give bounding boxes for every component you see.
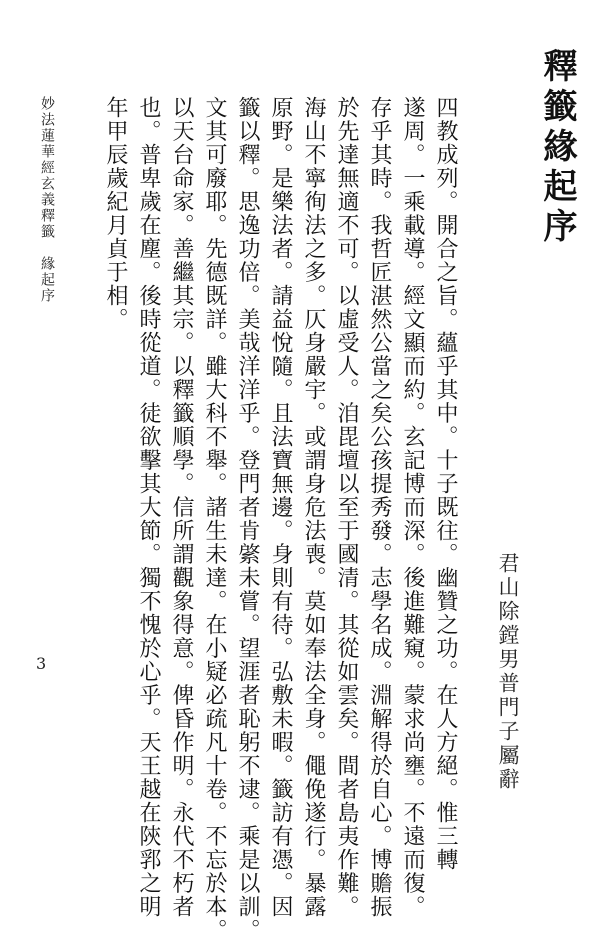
text-column: 以天台命家。善繼其宗。以釋籤順學。信所謂觀象得意。俾昏作明。永代不朽者 <box>169 96 194 919</box>
text-column: 於先達無適不可。以虛受人。洎毘壇以至于國清。其從如雲矣。間者島夷作難。 <box>334 96 359 919</box>
text-column: 海山不寧徇法之多。仄身嚴宇。或謂身危法喪。莫如奉法全身。僶俛遂行。暴露 <box>301 96 326 919</box>
text-column: 原野。是樂法者。請益悅隨。且法寶無邊。身則有待。弘敷未暇。籤訪有憑。因 <box>268 96 293 919</box>
running-header: 妙法蓮華經玄義釋籤 緣起序 <box>39 96 55 304</box>
page-number: 3 <box>36 654 47 673</box>
document-title: 釋籤緣起序 <box>537 48 577 248</box>
text-column: 文其可廢耶。先德既詳。雖大科不舉。諸生未達。在小疑必疏凡十卷。不忘於本。 <box>202 96 227 942</box>
text-column: 遂周。一乘載導。經文顯而約。玄記博而深。後進難窺。蒙求尚壅。不遠而復。 <box>400 96 425 919</box>
text-column: 存乎其時。我哲匠湛然公當之矣公孩提秀發。志學名成。淵解得於自心。博贍振 <box>367 96 392 919</box>
text-column: 年甲辰歲紀月貞于相。 <box>103 96 128 331</box>
author-line: 君山除鏜男普門子屬辭 <box>496 552 520 792</box>
text-column: 也。普卑歲在塵。後時從道。徒欲擊其大節。獨不愧於心乎。天王越在陝郛之明 <box>136 96 161 919</box>
text-column: 四教成列。開合之旨。蘊乎其中。十子既往。幽贊之功。在人方絕。惟三轉 <box>433 96 458 872</box>
text-column: 籤以釋。思逸功倍。美哉洋洋乎。登門者肯綮未嘗。望涯者恥躬不逮。乘是以訓。 <box>235 96 260 942</box>
